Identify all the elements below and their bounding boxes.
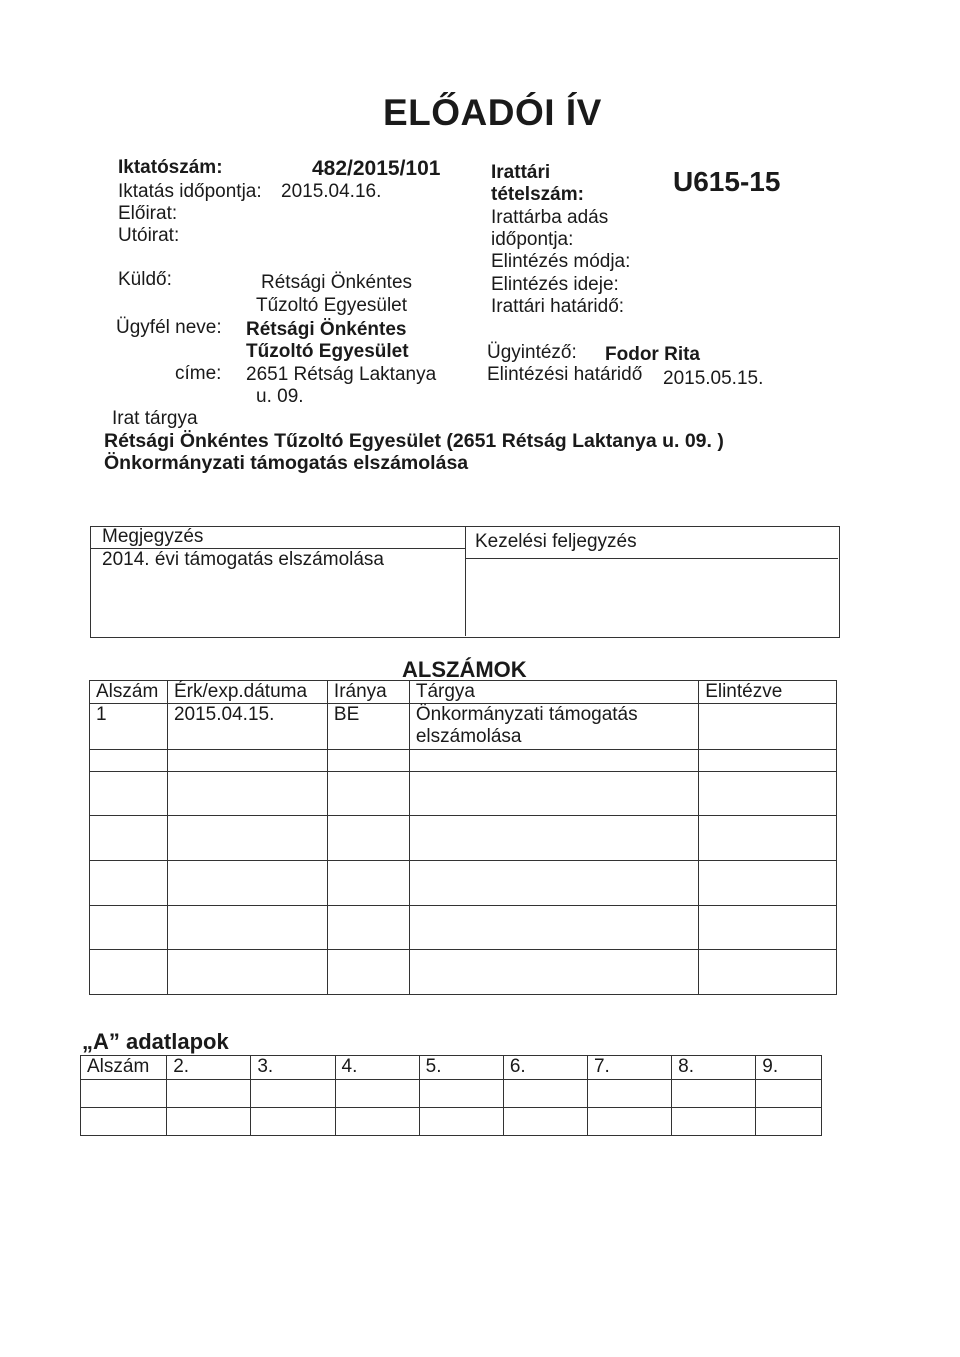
ugyfel-line1: Rétsági Önkéntes [246,319,407,340]
adatlap-header-2: 2. [167,1056,251,1080]
iktatoszam-label: Iktatószám: [118,157,223,178]
row1-targya [409,704,698,750]
adatlap-header-alszam: Alszám [81,1056,167,1080]
header-alszam: Alszám [90,681,168,704]
table-row [90,772,837,816]
row1-targya-line1: Önkormányzati támogatás [415,704,638,725]
kuldo-label: Küldő: [118,269,172,290]
iktatoszam-value: 482/2015/101 [312,157,441,180]
adatlap-header-3: 3. [251,1056,335,1080]
table-row [90,950,837,995]
irat-targya-label: Irat tárgya [112,408,198,429]
adatlap-header-9: 9. [756,1056,822,1080]
irattari-label-2: tételszám: [491,184,584,205]
kezelesi-underline [465,558,838,559]
header-targya: Tárgya [409,681,698,704]
remarks-divider [465,526,466,636]
subject-line-2: Önkormányzati támogatás elszámolása [104,452,469,474]
irattari-label-1: Irattári [491,162,551,183]
row1-alszam: 1 [90,704,168,750]
table-row [90,816,837,861]
table-row [90,704,837,750]
adatlapok-table [80,1055,822,1136]
alszamok-header-row [90,681,837,704]
header-iranya: Iránya [327,681,409,704]
adatlapok-header-row [81,1056,822,1080]
irattarba-adas-label-1: Irattárba adás [491,207,609,228]
header-elintezve: Elintézve [699,681,837,704]
cime-label: címe: [175,363,222,384]
adatlap-header-4: 4. [335,1056,419,1080]
header-erk-exp-datuma: Érk/exp.dátuma [167,681,327,704]
subject-line-1: Rétsági Önkéntes Tűzoltó Egyesület (2651 Rétság Laktanya u. 09. ) [104,430,724,452]
cime-line1: 2651 Rétság Laktanya [246,364,437,385]
ugyintezo-value: Fodor Rita [605,344,700,365]
alszamok-table [89,680,837,995]
cime-line2: u. 09. [256,386,304,407]
row1-datum: 2015.04.15. [167,704,327,750]
iktatas-idopontja-value: 2015.04.16. [281,181,382,202]
elintezesi-hatarido-value: 2015.05.15. [663,368,764,389]
table-row [81,1080,822,1108]
megjegyzes-label: Megjegyzés [102,526,204,547]
kuldo-line1: Rétsági Önkéntes [261,272,413,293]
row1-iranya: BE [327,704,409,750]
elintezes-ideje-label: Elintézés ideje: [491,274,619,295]
megjegyzes-value: 2014. évi támogatás elszámolása [102,549,384,570]
elintezes-modja-label: Elintézés módja: [491,251,631,272]
irattari-tetelszam-code: U615-15 [673,166,781,197]
adatlap-header-7: 7. [587,1056,671,1080]
irattari-hatarido-label: Irattári határidő: [491,296,625,317]
table-row [90,906,837,950]
eloirat-label: Előirat: [118,203,178,224]
table-row [81,1108,822,1136]
kuldo-line2: Tűzoltó Egyesület [256,295,408,316]
utoirat-label: Utóirat: [118,225,180,246]
adatlap-header-8: 8. [672,1056,756,1080]
adatlapok-heading: „A” adatlapok [82,1029,229,1054]
table-row [90,750,837,772]
ugyintezo-label: Ügyintéző: [487,342,577,363]
kezelesi-feljegyzes-label: Kezelési feljegyzés [475,531,637,552]
irattarba-adas-label-2: időpontja: [491,229,574,250]
page-title: ELŐADÓI ÍV [383,92,602,133]
ugyfel-neve-label: Ügyfél neve: [116,317,222,338]
row1-targya-line2: elszámolása [415,726,522,747]
table-row [90,861,837,906]
alszamok-heading: ALSZÁMOK [402,657,527,682]
iktatas-idopontja-label: Iktatás időpontja: [118,181,262,202]
adatlap-header-6: 6. [503,1056,587,1080]
adatlap-header-5: 5. [419,1056,503,1080]
ugyfel-line2: Tűzoltó Egyesület [246,341,409,362]
elintezesi-hatarido-label: Elintézési határidő [487,364,643,385]
row1-elintezve [699,704,837,750]
